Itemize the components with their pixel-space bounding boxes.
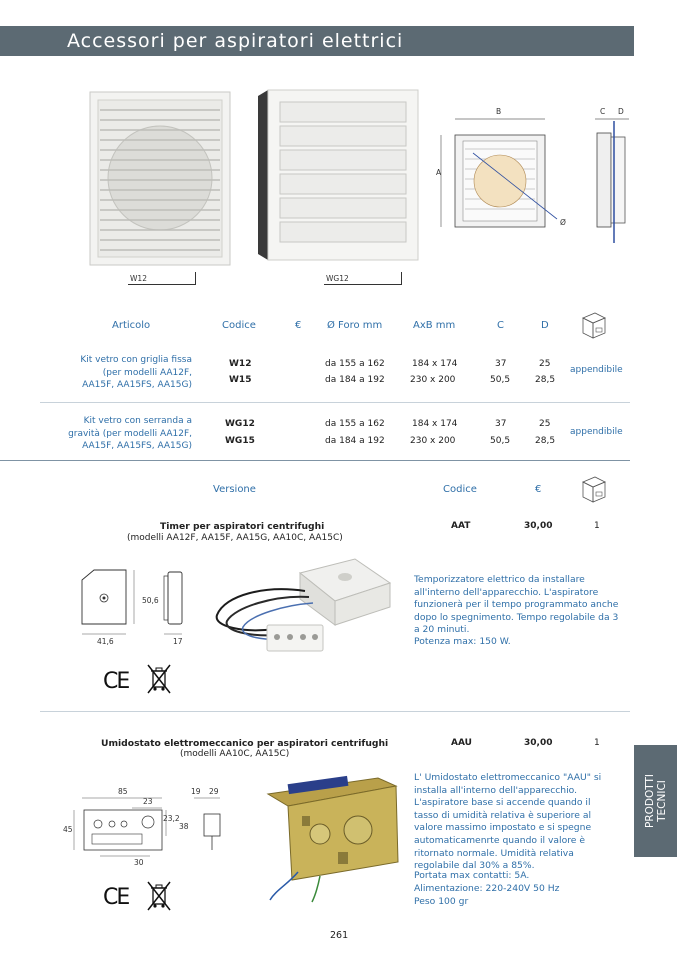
umidostato-weight: Peso 100 gr xyxy=(414,896,469,907)
row1-foro1: da 155 a 162 xyxy=(325,359,385,369)
row1-d2: 28,5 xyxy=(535,375,556,385)
row2-pack: appendibile xyxy=(570,427,623,437)
umid-dim-23: 23 xyxy=(143,797,153,806)
umidostato-description: L' Umidostato elettromeccanico "AAU" si installa all'interno dell'apparecchio. L'aspiratore base si accende quando il tasso di umidità relativa è superiore al valore massimo impostato e si spegne automaticamenrte quando il valore è ritornato normale. Umidità relativa regolabile dal 30% a 85%. xyxy=(414,772,602,872)
col-axb: AxB mm xyxy=(413,320,456,331)
timer-dimension-drawing xyxy=(68,568,198,648)
row2-c2: 50,5 xyxy=(490,436,511,446)
timer-photo xyxy=(205,555,395,665)
caption-tick-right xyxy=(401,272,402,285)
dim-label-b: B xyxy=(496,107,502,116)
page-title: Accessori per aspiratori elettrici xyxy=(67,30,404,52)
shutter-wg12-image xyxy=(258,90,418,262)
side-dimension-drawing xyxy=(585,115,635,245)
row2-description: Kit vetro con serranda a gravità (per modelli AA12F, AA15F, AA15FS, AA15G) xyxy=(68,416,192,451)
row1-foro2: da 184 a 192 xyxy=(325,375,385,385)
table1-row-divider xyxy=(40,402,630,403)
row2-c1: 37 xyxy=(495,419,507,429)
row1-c2: 50,5 xyxy=(490,375,511,385)
row1-axb1: 184 x 174 xyxy=(412,359,458,369)
timer-power: Potenza max: 150 W. xyxy=(414,636,511,647)
row2-d2: 28,5 xyxy=(535,436,556,446)
dim-label-dia: Ø xyxy=(560,218,566,227)
row1-pack: appendibile xyxy=(570,365,623,375)
weee-bin-icon-2 xyxy=(146,880,172,912)
side-tab-line2: TECNICI xyxy=(655,780,668,822)
row2-code2: WG15 xyxy=(225,436,255,446)
col-versione: Versione xyxy=(213,484,256,495)
box-icon-2 xyxy=(580,474,608,504)
page-number: 261 xyxy=(330,930,349,941)
weee-bin-icon xyxy=(146,663,172,695)
col-euro-2: € xyxy=(535,484,542,495)
timer-dim-h: 50,6 xyxy=(142,596,159,605)
umid-dim-232: 23,2 xyxy=(163,814,180,823)
caption-line-right xyxy=(324,284,402,285)
umid-dim-30: 30 xyxy=(134,858,144,867)
row2-axb1: 184 x 174 xyxy=(412,419,458,429)
row2-code1: WG12 xyxy=(225,419,255,429)
front-dimension-drawing xyxy=(435,115,555,240)
col-articolo: Articolo xyxy=(112,320,151,331)
umidostato-contacts: Portata max contatti: 5A. xyxy=(414,870,530,881)
row2-axb2: 230 x 200 xyxy=(410,436,456,446)
umidostato-power: Alimentazione: 220-240V 50 Hz xyxy=(414,883,560,894)
umid-dim-85: 85 xyxy=(118,787,128,796)
timer-description: Temporizzatore elettrico da installare all'interno dell'apparecchio. L'aspiratore funzionerà per il tempo programmato anche dopo lo spegnimento. Tempo regolabile da 3 a 20 minuti. xyxy=(414,574,619,636)
timer-title: Timer per aspiratori centrifughi xyxy=(160,521,325,532)
caption-line-left xyxy=(128,284,196,285)
dim-label-d: D xyxy=(618,107,624,116)
umid-dim-45: 45 xyxy=(63,825,73,834)
umidostato-title: Umidostato elettromeccanico per aspiratori centrifughi xyxy=(101,738,389,749)
row2-foro1: da 155 a 162 xyxy=(325,419,385,429)
umid-dim-19: 19 xyxy=(191,787,201,796)
umidostato-subtitle: (modelli AA10C, AA15C) xyxy=(180,749,290,759)
caption-tick-left xyxy=(195,272,196,285)
umidostato-qty: 1 xyxy=(594,738,600,748)
side-tab-prodotti-tecnici[interactable] xyxy=(634,745,677,857)
col-codice-2: Codice xyxy=(443,484,477,495)
grille-w12-image xyxy=(90,92,230,267)
side-tab-line1: PRODOTTI xyxy=(643,774,656,828)
row2-d1: 25 xyxy=(539,419,551,429)
col-euro: € xyxy=(295,320,302,331)
table1-bottom-rule xyxy=(0,460,630,461)
col-foro: Ø Foro mm xyxy=(327,320,383,331)
umid-dim-38: 38 xyxy=(179,822,189,831)
umidostato-price: 30,00 xyxy=(524,738,553,748)
section-divider xyxy=(40,711,630,712)
row2-foro2: da 184 a 192 xyxy=(325,436,385,446)
dim-label-c: C xyxy=(600,107,606,116)
ce-mark-2: CE xyxy=(103,885,129,910)
row1-d1: 25 xyxy=(539,359,551,369)
row1-code2: W15 xyxy=(229,375,252,385)
col-c: C xyxy=(497,320,504,331)
dim-label-a: A xyxy=(436,168,442,177)
col-d: D xyxy=(541,320,549,331)
timer-dim-d: 17 xyxy=(173,637,183,646)
row1-code1: W12 xyxy=(229,359,252,369)
timer-qty: 1 xyxy=(594,521,600,531)
umidostato-code: AAU xyxy=(451,738,472,748)
timer-code: AAT xyxy=(451,521,471,531)
caption-wg12: WG12 xyxy=(326,274,349,283)
umid-dim-29: 29 xyxy=(209,787,219,796)
row1-description: Kit vetro con griglia fissa (per modelli AA12F, AA15F, AA15FS, AA15G) xyxy=(80,355,192,390)
row1-axb2: 230 x 200 xyxy=(410,375,456,385)
umidostato-photo xyxy=(258,772,408,902)
timer-dim-w: 41,6 xyxy=(97,637,114,646)
box-icon xyxy=(580,310,608,340)
caption-w12: W12 xyxy=(130,274,147,283)
ce-mark: CE xyxy=(103,669,129,694)
timer-price: 30,00 xyxy=(524,521,553,531)
row1-c1: 37 xyxy=(495,359,507,369)
col-codice: Codice xyxy=(222,320,256,331)
timer-subtitle: (modelli AA12F, AA15F, AA15G, AA10C, AA15C) xyxy=(127,533,343,543)
